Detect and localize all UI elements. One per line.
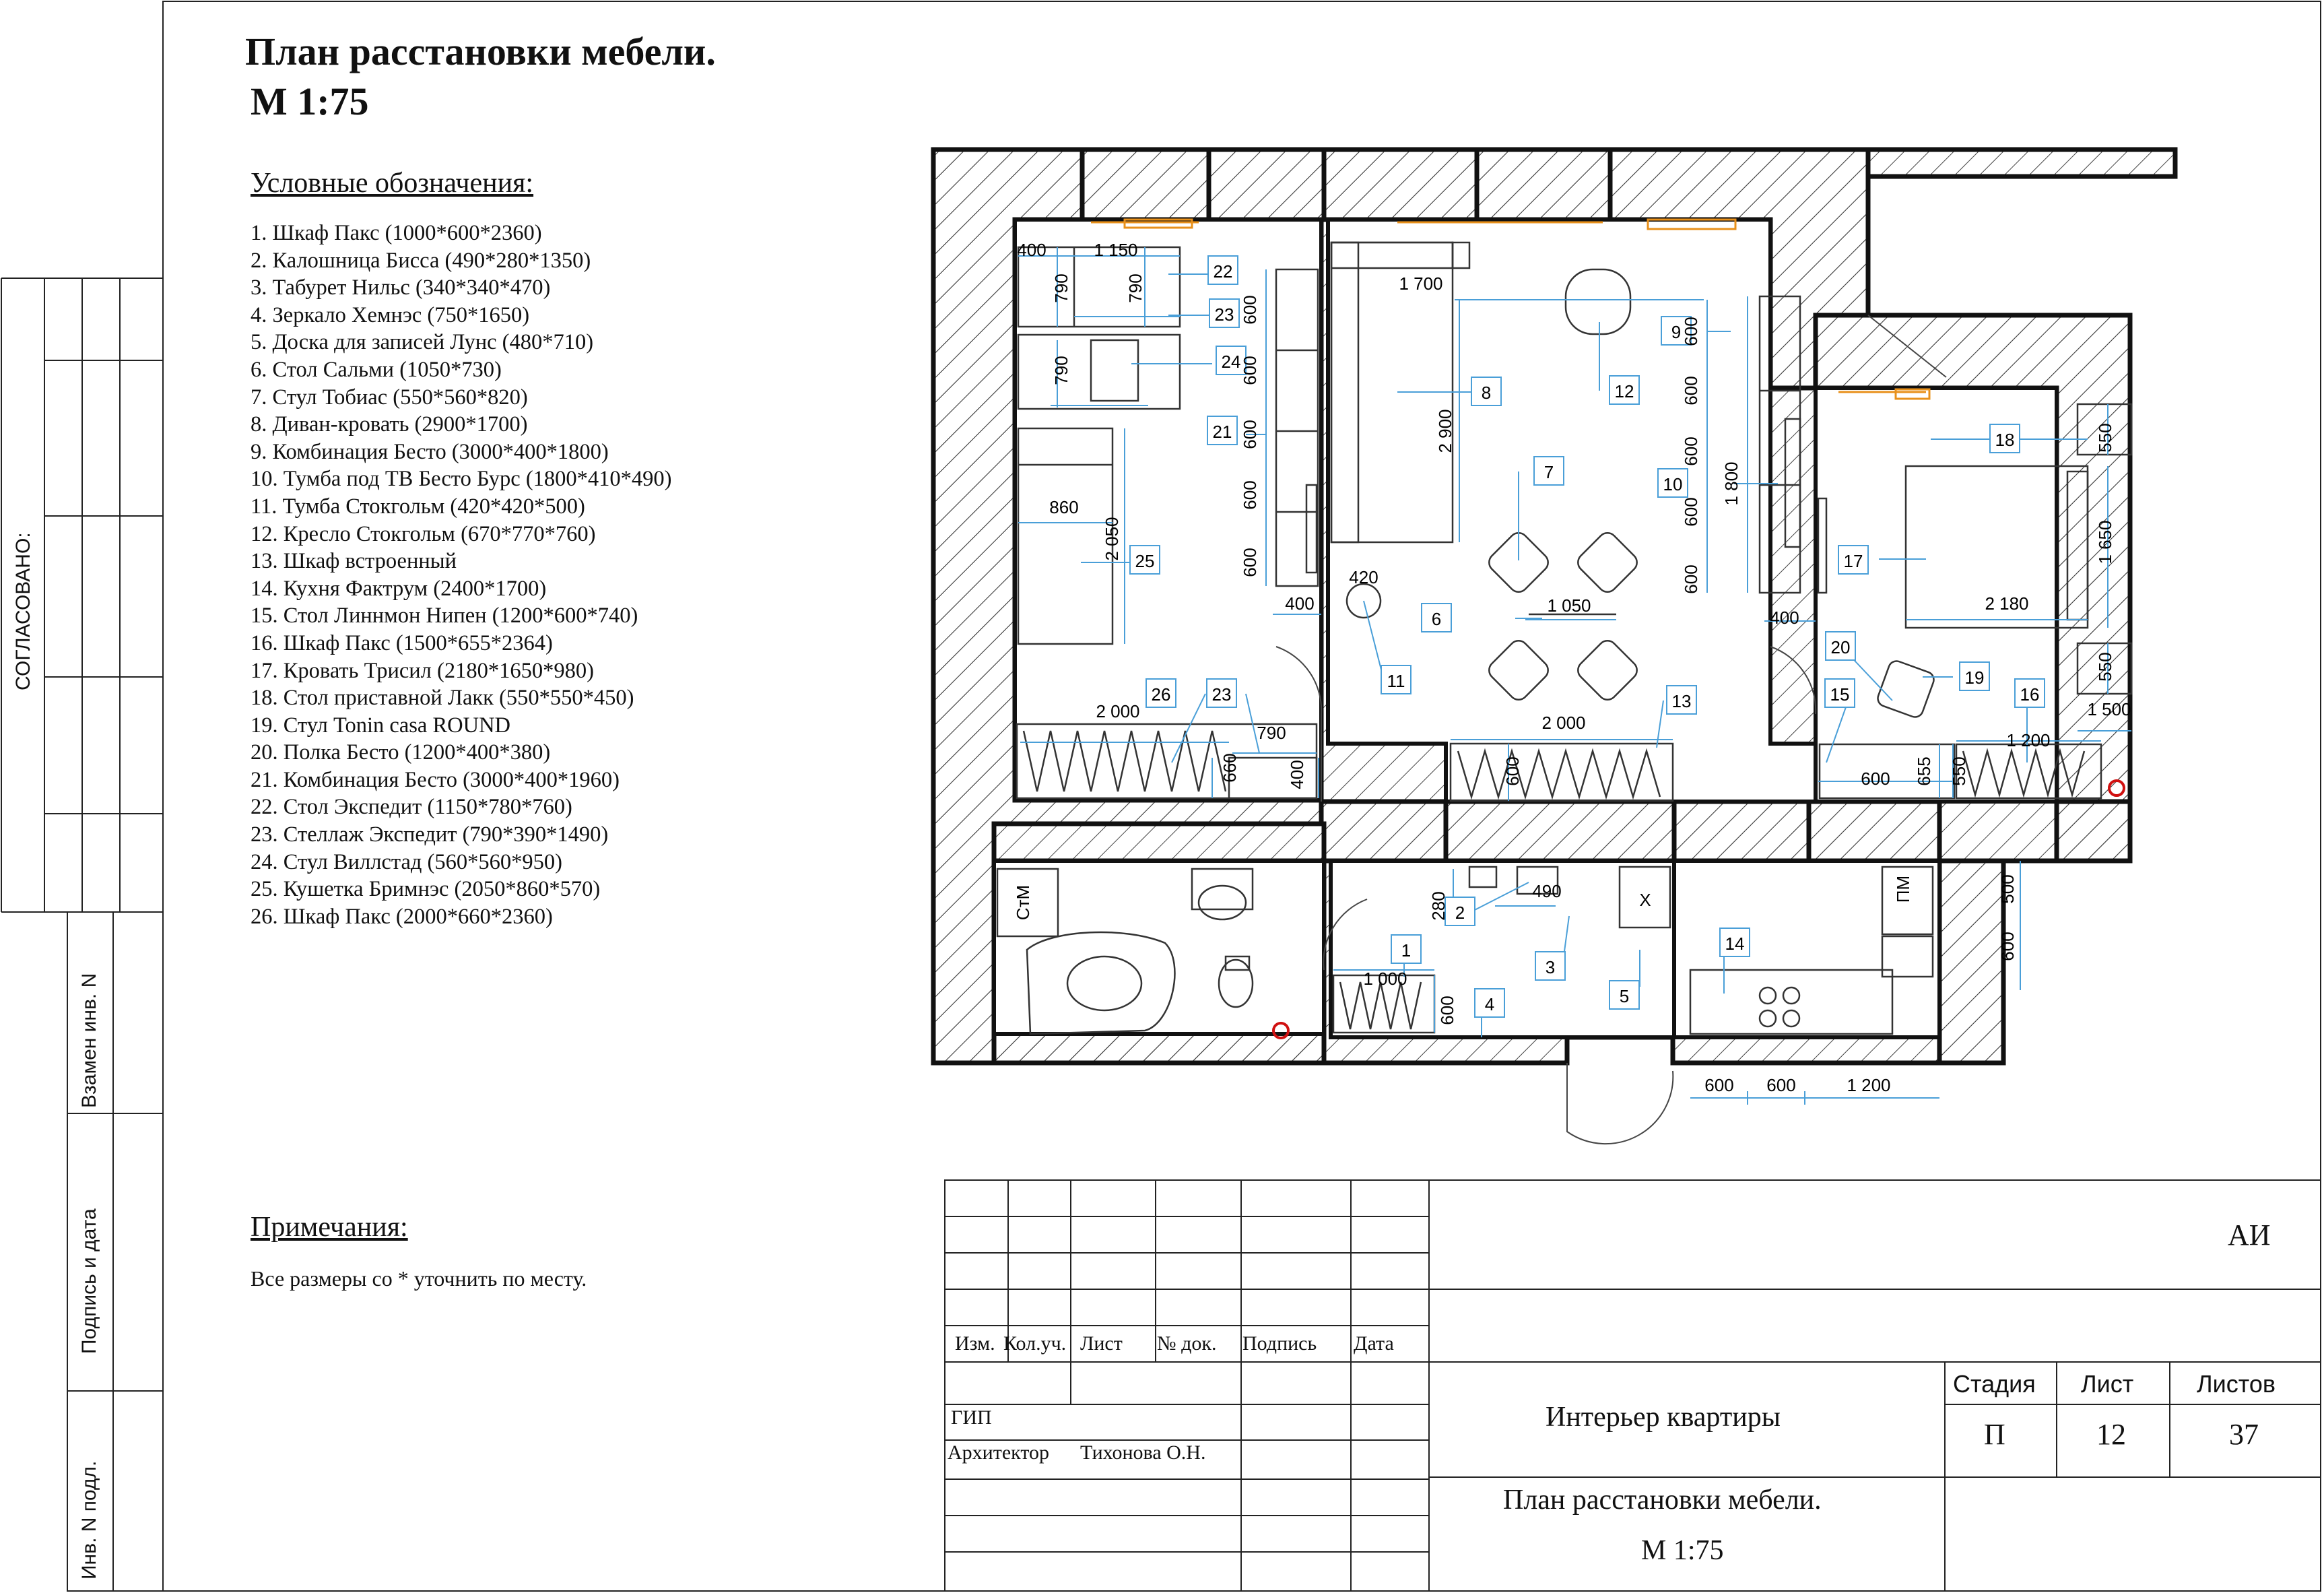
tag-number: 13 bbox=[1671, 691, 1692, 711]
dimension-label: 500 bbox=[1997, 874, 2018, 904]
dimension-label: 790 bbox=[1051, 273, 1071, 303]
notes-text: Все размеры со * уточнить по месту. bbox=[251, 1266, 587, 1291]
tag-14 bbox=[1720, 928, 1750, 956]
tag-number: 10 bbox=[1663, 474, 1683, 494]
room-bathroom bbox=[994, 861, 1324, 1034]
legend-item: 15. Стол Линнмон Нипен (1200*600*740) bbox=[251, 604, 638, 628]
dimension-label: 280 bbox=[1428, 891, 1449, 921]
tag-16 bbox=[2015, 679, 2045, 707]
tag-number: 26 bbox=[1151, 684, 1171, 705]
tag-number: 5 bbox=[1619, 986, 1630, 1006]
dimension-label: 790 bbox=[1257, 723, 1286, 743]
legend-item: 17. Кровать Трисил (2180*1650*980) bbox=[251, 658, 594, 683]
dimension-label: 790 bbox=[1125, 273, 1146, 303]
legend-item: 19. Стул Tonin casa ROUND bbox=[251, 713, 511, 738]
dimension-label: 400 bbox=[1017, 240, 1047, 260]
tag-13 bbox=[1667, 686, 1696, 714]
dimension-label: 400 bbox=[1770, 608, 1799, 628]
tag-1 bbox=[1391, 935, 1421, 963]
dimension-label: 660 bbox=[1220, 753, 1240, 783]
dimension-label: 2 180 bbox=[1985, 593, 2029, 614]
dimension-label: 600 bbox=[1240, 356, 1260, 385]
stage-label: Стадия bbox=[1953, 1370, 2036, 1398]
dimension-label: 600 bbox=[1997, 932, 2018, 961]
tag-21 bbox=[1207, 416, 1237, 445]
tag-23 bbox=[1207, 679, 1236, 707]
tag-number: 7 bbox=[1543, 462, 1554, 482]
tag-number: 17 bbox=[1843, 551, 1863, 571]
dimension-label: 1 650 bbox=[2095, 520, 2115, 564]
legend-list bbox=[251, 220, 672, 930]
tag-22 bbox=[1208, 256, 1238, 284]
dimension-label: 1 200 bbox=[2006, 730, 2051, 750]
revision-header: Изм. bbox=[955, 1332, 995, 1355]
dimension-label: 550 bbox=[2095, 423, 2115, 453]
legend-item: 18. Стол приставной Лакк (550*550*450) bbox=[251, 686, 634, 711]
dimension-label: 600 bbox=[1681, 317, 1701, 346]
dimension-label: 1 500 bbox=[2087, 699, 2131, 719]
legend-item: 20. Полка Бесто (1200*400*380) bbox=[251, 740, 551, 765]
gip-label: ГИП bbox=[951, 1406, 992, 1429]
page-title: План расстановки мебели. М 1:75 bbox=[245, 30, 716, 123]
tag-6 bbox=[1422, 604, 1451, 632]
legend-item: 7. Стул Тобиас (550*560*820) bbox=[251, 385, 528, 410]
dimension-label: 600 bbox=[1437, 996, 1457, 1025]
project-code: АИ bbox=[2228, 1218, 2271, 1251]
dimension-label: 600 bbox=[1681, 497, 1701, 527]
stage-value: П bbox=[1984, 1418, 2005, 1451]
stamp-replace-inventory: Взамен инв. N bbox=[78, 973, 100, 1108]
legend-item: 1. Шкаф Пакс (1000*600*2360) bbox=[251, 221, 542, 245]
dimension-label: 400 bbox=[1287, 760, 1307, 789]
tag-number: 24 bbox=[1221, 352, 1241, 372]
fridge-label: Х bbox=[1639, 890, 1651, 910]
tag-17 bbox=[1838, 546, 1868, 574]
tag-number: 19 bbox=[1964, 668, 1985, 688]
tag-number: 9 bbox=[1671, 322, 1682, 342]
tag-number: 8 bbox=[1481, 383, 1492, 403]
tag-number: 1 bbox=[1401, 940, 1412, 961]
legend-heading: Условные обозначения: bbox=[251, 168, 534, 199]
tag-25 bbox=[1130, 546, 1160, 574]
tag-number: 23 bbox=[1214, 304, 1234, 325]
dimension-label: 1 000 bbox=[1363, 969, 1407, 989]
dimension-label: 790 bbox=[1051, 356, 1071, 385]
legend-item: 22. Стол Экспедит (1150*780*760) bbox=[251, 795, 572, 820]
sheet-value: 12 bbox=[2096, 1418, 2126, 1451]
dimension-label: 490 bbox=[1532, 881, 1562, 901]
tag-7 bbox=[1534, 457, 1564, 485]
tag-number: 2 bbox=[1455, 903, 1465, 923]
tag-12 bbox=[1609, 376, 1639, 404]
dimension-label: 550 bbox=[2095, 652, 2115, 682]
tag-4 bbox=[1475, 989, 1504, 1017]
legend-item: 14. Кухня Фактрум (2400*1700) bbox=[251, 576, 547, 601]
tag-number: 23 bbox=[1211, 684, 1232, 705]
notes-heading: Примечания: bbox=[251, 1212, 408, 1243]
dimension-label: 600 bbox=[1681, 564, 1701, 594]
tag-number: 15 bbox=[1830, 684, 1850, 705]
sheet-label: Лист bbox=[2081, 1370, 2134, 1398]
sheet-title-line1: План расстановки мебели. bbox=[1503, 1485, 1822, 1516]
tag-11 bbox=[1381, 665, 1411, 694]
dimension-label: 600 bbox=[1681, 436, 1701, 466]
tag-10 bbox=[1658, 469, 1688, 497]
dimension-label: 600 bbox=[1240, 548, 1260, 577]
legend-item: 26. Шкаф Пакс (2000*660*2360) bbox=[251, 904, 553, 929]
legend-item: 23. Стеллаж Экспедит (790*390*1490) bbox=[251, 822, 609, 847]
project-name: Интерьер квартиры bbox=[1546, 1402, 1781, 1433]
legend-item: 8. Диван-кровать (2900*1700) bbox=[251, 412, 528, 437]
dimension-label: 655 bbox=[1914, 756, 1934, 786]
stamp-original-inventory: Инв. N подл. bbox=[78, 1460, 100, 1580]
washer-label: СтМ bbox=[1013, 884, 1033, 921]
revision-header: Кол.уч. bbox=[1003, 1332, 1067, 1355]
revision-header: Подпись bbox=[1242, 1332, 1317, 1355]
legend-item: 21. Комбинация Бесто (3000*400*1960) bbox=[251, 767, 620, 792]
tag-number: 14 bbox=[1725, 934, 1745, 954]
legend-item: 11. Тумба Стокгольм (420*420*500) bbox=[251, 494, 585, 519]
sheets-label: Листов bbox=[2197, 1370, 2276, 1398]
legend-item: 4. Зеркало Хемнэс (750*1650) bbox=[251, 302, 530, 327]
sheet-title-line2: М 1:75 bbox=[1641, 1535, 1724, 1566]
legend-item: 3. Табурет Нильс (340*340*470) bbox=[251, 275, 551, 300]
tag-number: 4 bbox=[1484, 994, 1495, 1014]
revision-header: Лист bbox=[1080, 1332, 1123, 1355]
architect-name: Тихонова О.Н. bbox=[1080, 1441, 1206, 1464]
legend-item: 25. Кушетка Бримнэс (2050*860*570) bbox=[251, 877, 601, 902]
dishwasher-label: ПМ bbox=[1893, 875, 1913, 903]
dimension-label: 2 900 bbox=[1435, 409, 1455, 453]
stamp-agreed: СОГЛАСОВАНО: bbox=[12, 532, 34, 690]
tag-number: 22 bbox=[1213, 261, 1233, 282]
tag-18 bbox=[1990, 424, 2020, 453]
tag-number: 20 bbox=[1830, 637, 1851, 657]
legend-item: 6. Стол Сальми (1050*730) bbox=[251, 357, 502, 382]
dimension-label: 2 000 bbox=[1541, 713, 1586, 733]
tag-number: 12 bbox=[1614, 381, 1634, 401]
dimension-label: 550 bbox=[1949, 756, 1969, 786]
legend-item: 16. Шкаф Пакс (1500*655*2364) bbox=[251, 630, 553, 655]
dimension-label: 600 bbox=[1861, 769, 1890, 789]
tag-8 bbox=[1471, 377, 1501, 405]
legend-item: 2. Калошница Бисса (490*280*1350) bbox=[251, 248, 591, 273]
tag-number: 18 bbox=[1995, 430, 2015, 450]
dimension-label: 600 bbox=[1240, 420, 1260, 449]
dimension-label: 420 bbox=[1349, 567, 1379, 587]
legend-item: 12. Кресло Стокгольм (670*770*760) bbox=[251, 521, 596, 546]
dimension-label: 600 bbox=[1240, 295, 1260, 325]
tag-3 bbox=[1535, 952, 1565, 980]
legend-item: 9. Комбинация Бесто (3000*400*1800) bbox=[251, 439, 609, 464]
dimension-label: 860 bbox=[1049, 497, 1079, 517]
tag-23 bbox=[1209, 299, 1239, 327]
tag-20 bbox=[1826, 632, 1855, 660]
legend-item: 24. Стул Виллстад (560*560*950) bbox=[251, 849, 562, 874]
stamp-signature-date: Подпись и дата bbox=[78, 1208, 100, 1354]
dimension-label: 2 000 bbox=[1096, 701, 1140, 721]
dimension-label: 600 bbox=[1681, 376, 1701, 405]
dimension-label: 600 bbox=[1502, 756, 1523, 786]
dimension-label: 1 150 bbox=[1094, 240, 1138, 260]
legend-item: 10. Тумба под ТВ Бесто Бурс (1800*410*490) bbox=[251, 467, 672, 492]
dimension-label: 2 050 bbox=[1102, 517, 1122, 561]
tag-number: 6 bbox=[1431, 609, 1442, 629]
dimension-label: 400 bbox=[1285, 593, 1315, 614]
legend-item: 5. Доска для записей Лунс (480*710) bbox=[251, 330, 594, 355]
architect-label: Архитектор bbox=[948, 1441, 1050, 1464]
revision-header: Дата bbox=[1354, 1332, 1394, 1355]
revision-header: № док. bbox=[1157, 1332, 1217, 1355]
tag-2 bbox=[1445, 897, 1475, 925]
tag-15 bbox=[1825, 679, 1855, 707]
tag-number: 16 bbox=[2020, 684, 2040, 705]
sheets-value: 37 bbox=[2229, 1418, 2259, 1451]
dimension-label: 1 050 bbox=[1547, 595, 1591, 616]
tag-number: 3 bbox=[1545, 957, 1556, 977]
dimension-label: 1 200 bbox=[1847, 1075, 1891, 1095]
tag-number: 11 bbox=[1387, 671, 1405, 691]
dimension-label: 600 bbox=[1240, 480, 1260, 510]
tag-19 bbox=[1960, 662, 1989, 690]
tag-number: 21 bbox=[1212, 422, 1232, 442]
dimension-label: 600 bbox=[1704, 1075, 1734, 1095]
dimension-label: 600 bbox=[1766, 1075, 1796, 1095]
dimension-label: 1 700 bbox=[1399, 273, 1443, 294]
dimension-label: 1 800 bbox=[1721, 461, 1741, 506]
legend-item: 13. Шкаф встроенный bbox=[251, 549, 457, 574]
tag-26 bbox=[1146, 679, 1176, 707]
tag-5 bbox=[1609, 981, 1639, 1009]
tag-number: 25 bbox=[1135, 551, 1155, 571]
